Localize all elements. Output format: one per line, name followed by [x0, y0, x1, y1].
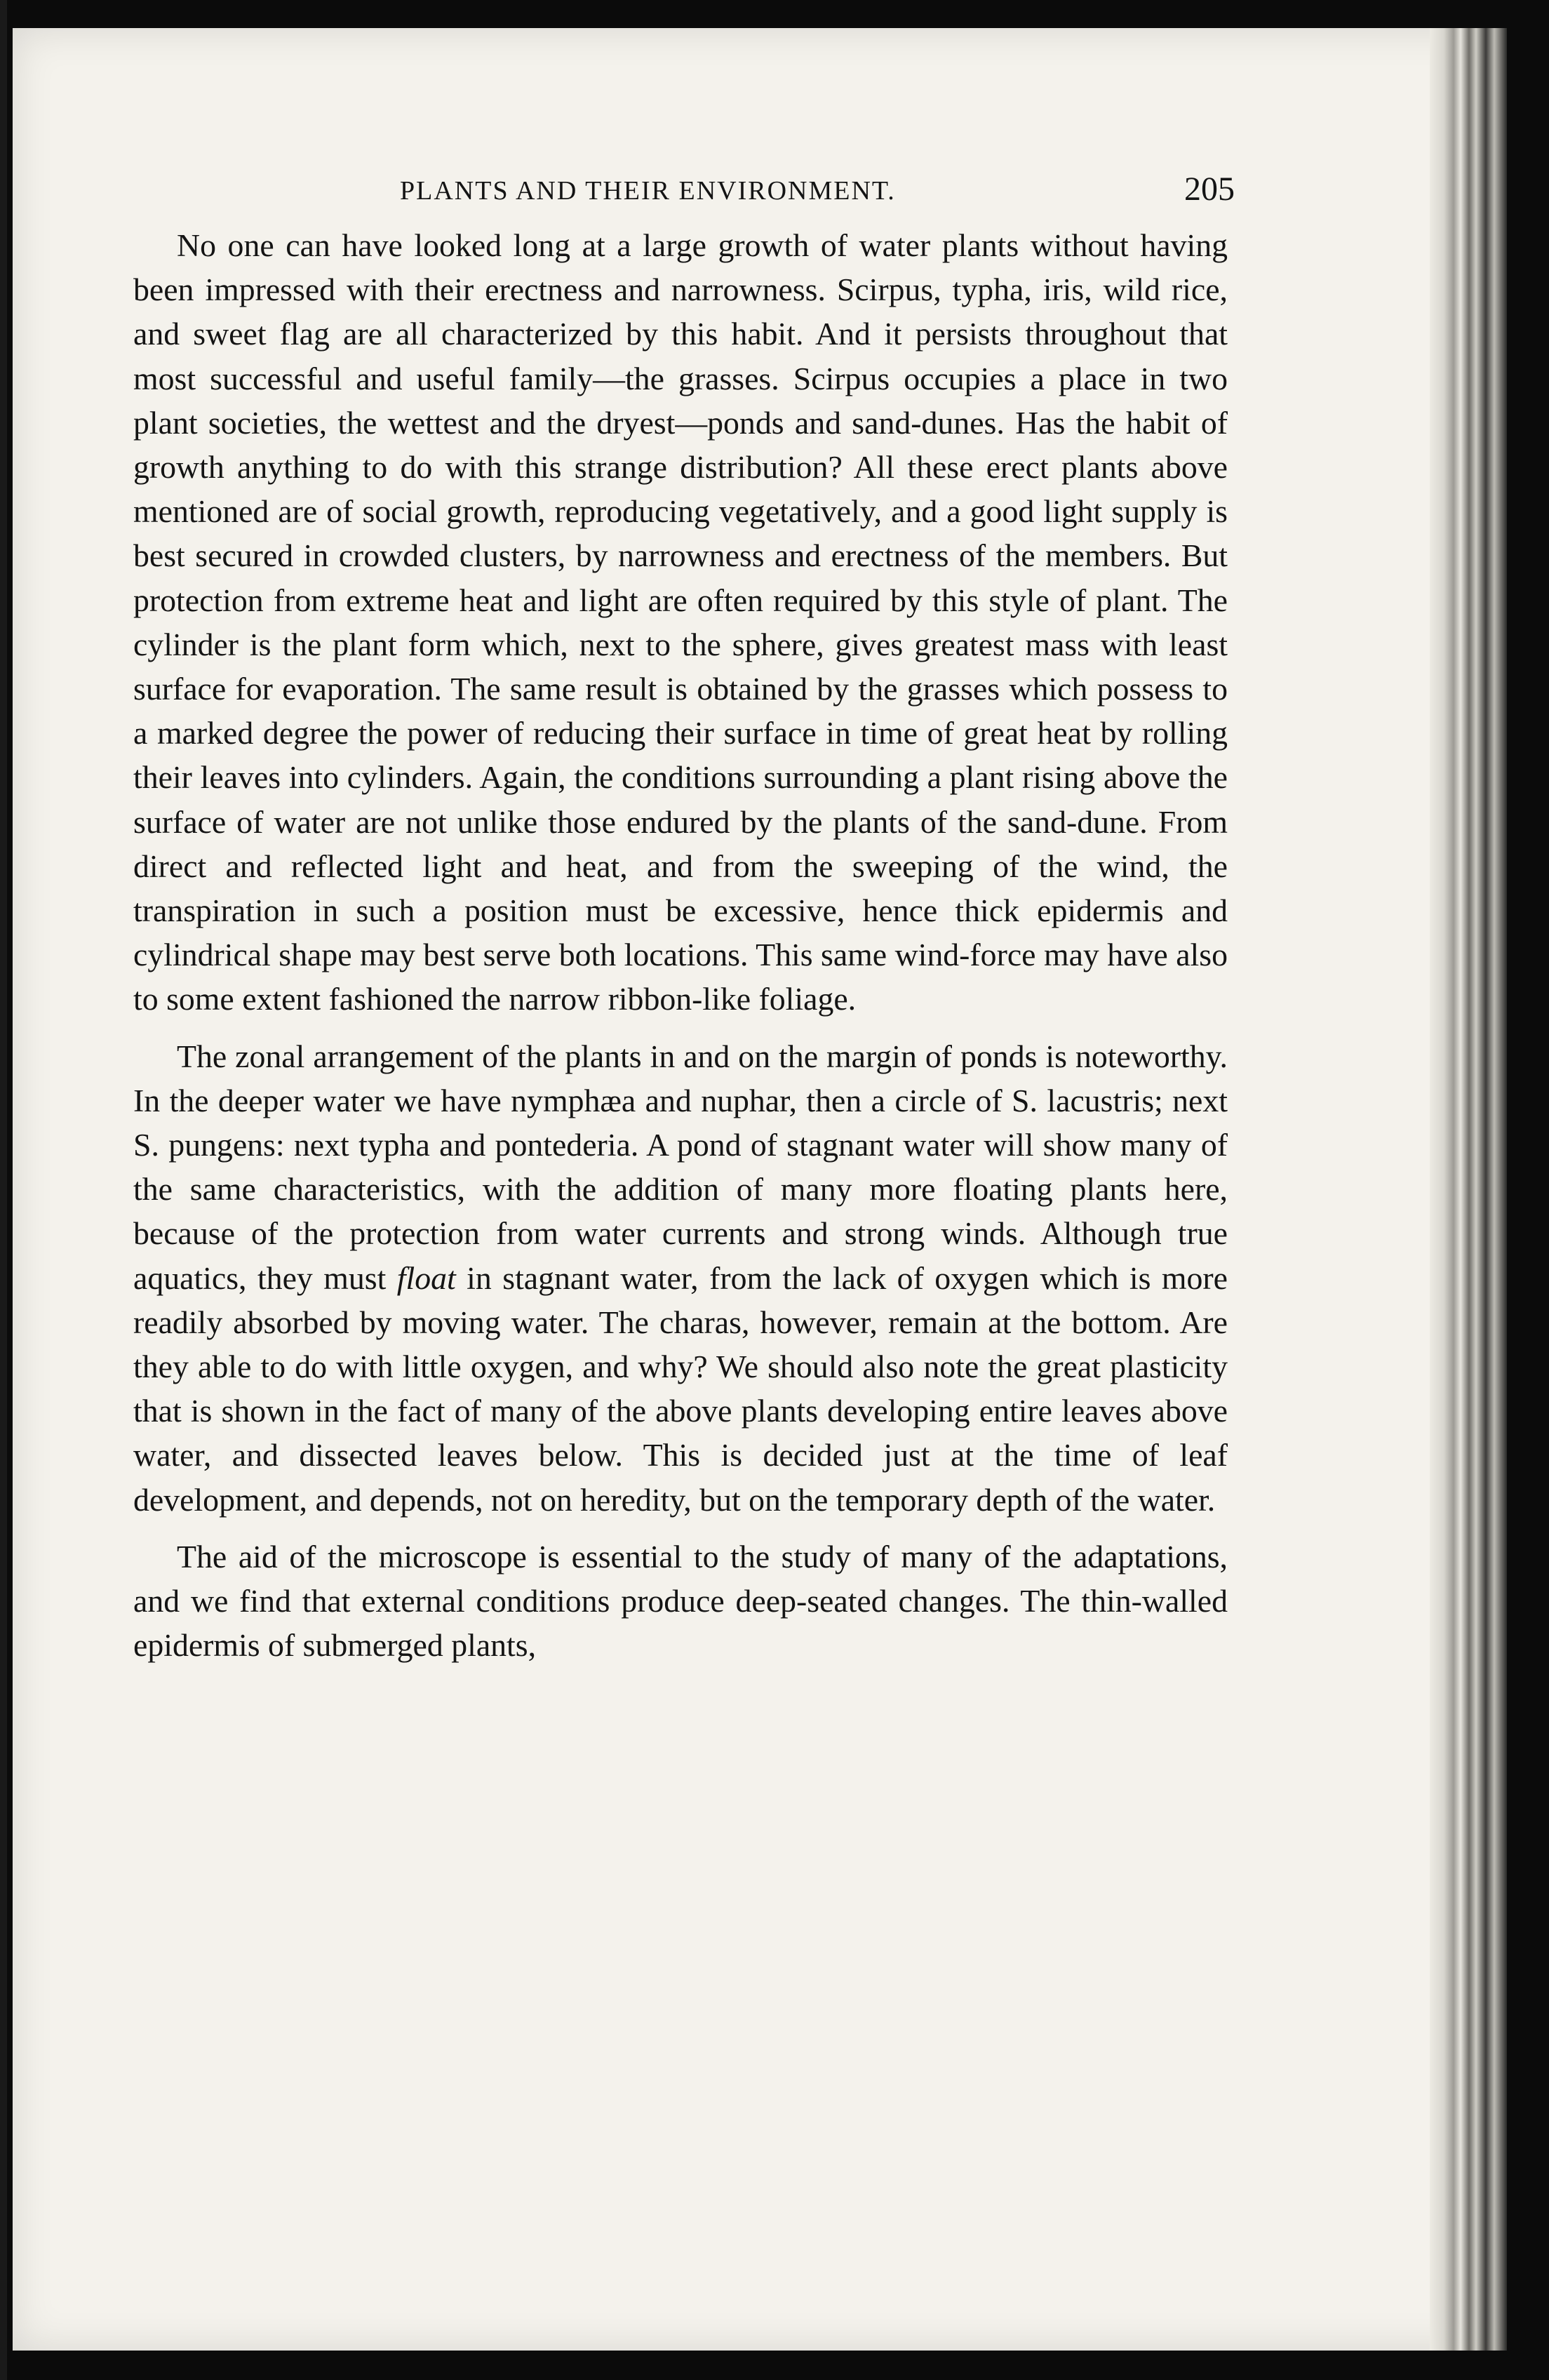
book-gutter-edge — [1430, 28, 1507, 2351]
running-title: PLANTS AND THEIR ENVIRONMENT. — [400, 176, 896, 206]
scan-left-edge — [0, 0, 7, 2380]
running-head — [133, 160, 1235, 223]
page-content — [133, 160, 1235, 1680]
paragraph-2-part-1: The zonal arrangement of the plants in and on the margin of ponds is noteworthy. In the deeper water we have nymphæa and nuphar, then a circle of S. lacustris; next S. pungens: next typha and pontederia. A pond of stagnant water will show many of the same characteristics, with the addition of many more floating plants here, because of the protection from water currents and strong winds. Although true aquatics, they must — [133, 1038, 1228, 1296]
paragraph-2 — [133, 1034, 1228, 1522]
italic-float: float — [396, 1259, 456, 1296]
paragraph-2-part-2: in stagnant water, from the lack of oxygen which is more readily absorbed by moving water. The charas, however, remain at the bottom. Are they able to do with little oxygen, and why? We should also note the great plasticity that is shown in the fact of many of the above plants developing entire leaves above water, and dissected leaves below. This is decided just at the time of leaf development, and depends, not on heredity, but on the temporary depth of the water. — [133, 1259, 1228, 1518]
paragraph-3: The aid of the microscope is essential to the study of many of the adaptations, and we find that external conditions produce deep-seated changes. The thin-walled epidermis of submerged plants, — [133, 1538, 1228, 1664]
paragraph-1: No one can have looked long at a large growth of water plants without having been impressed with their erectness and narrowness. Scirpus, typha, iris, wild rice, and sweet flag are all characterized by this habit. And it persists throughout that most successful and useful family—the grasses. Scirpus occupies a place in two plant societies, the wettest and the dryest—ponds and sand-dunes. Has the habit of growth anything to do with this strange distribution? All these erect plants above mentioned are of social growth, reproducing vegetatively, and a good light supply is best secured in crowded clusters, by narrowness and erectness of the members. But protection from extreme heat and light are often required by this style of plant. The cylinder is the plant form which, next to the sphere, gives greatest mass with least surface for evaporation. The same result is obtained by the grasses which possess to a marked degree the power of reducing their surface in time of great heat by rolling their leaves into cylinders. Again, the conditions surrounding a plant rising above the surface of water are not unlike those endured by the plants of the sand-dune. From direct and reflected light and heat, and from the sweeping of the wind, the transpiration in such a position must be excessive, hence thick epidermis and cylindrical shape may best serve both locations. This same wind-force may have also to some extent fashioned the narrow ribbon-like foliage. — [133, 227, 1228, 1017]
page-number: 205 — [1184, 171, 1235, 208]
body-text — [133, 223, 1228, 1668]
